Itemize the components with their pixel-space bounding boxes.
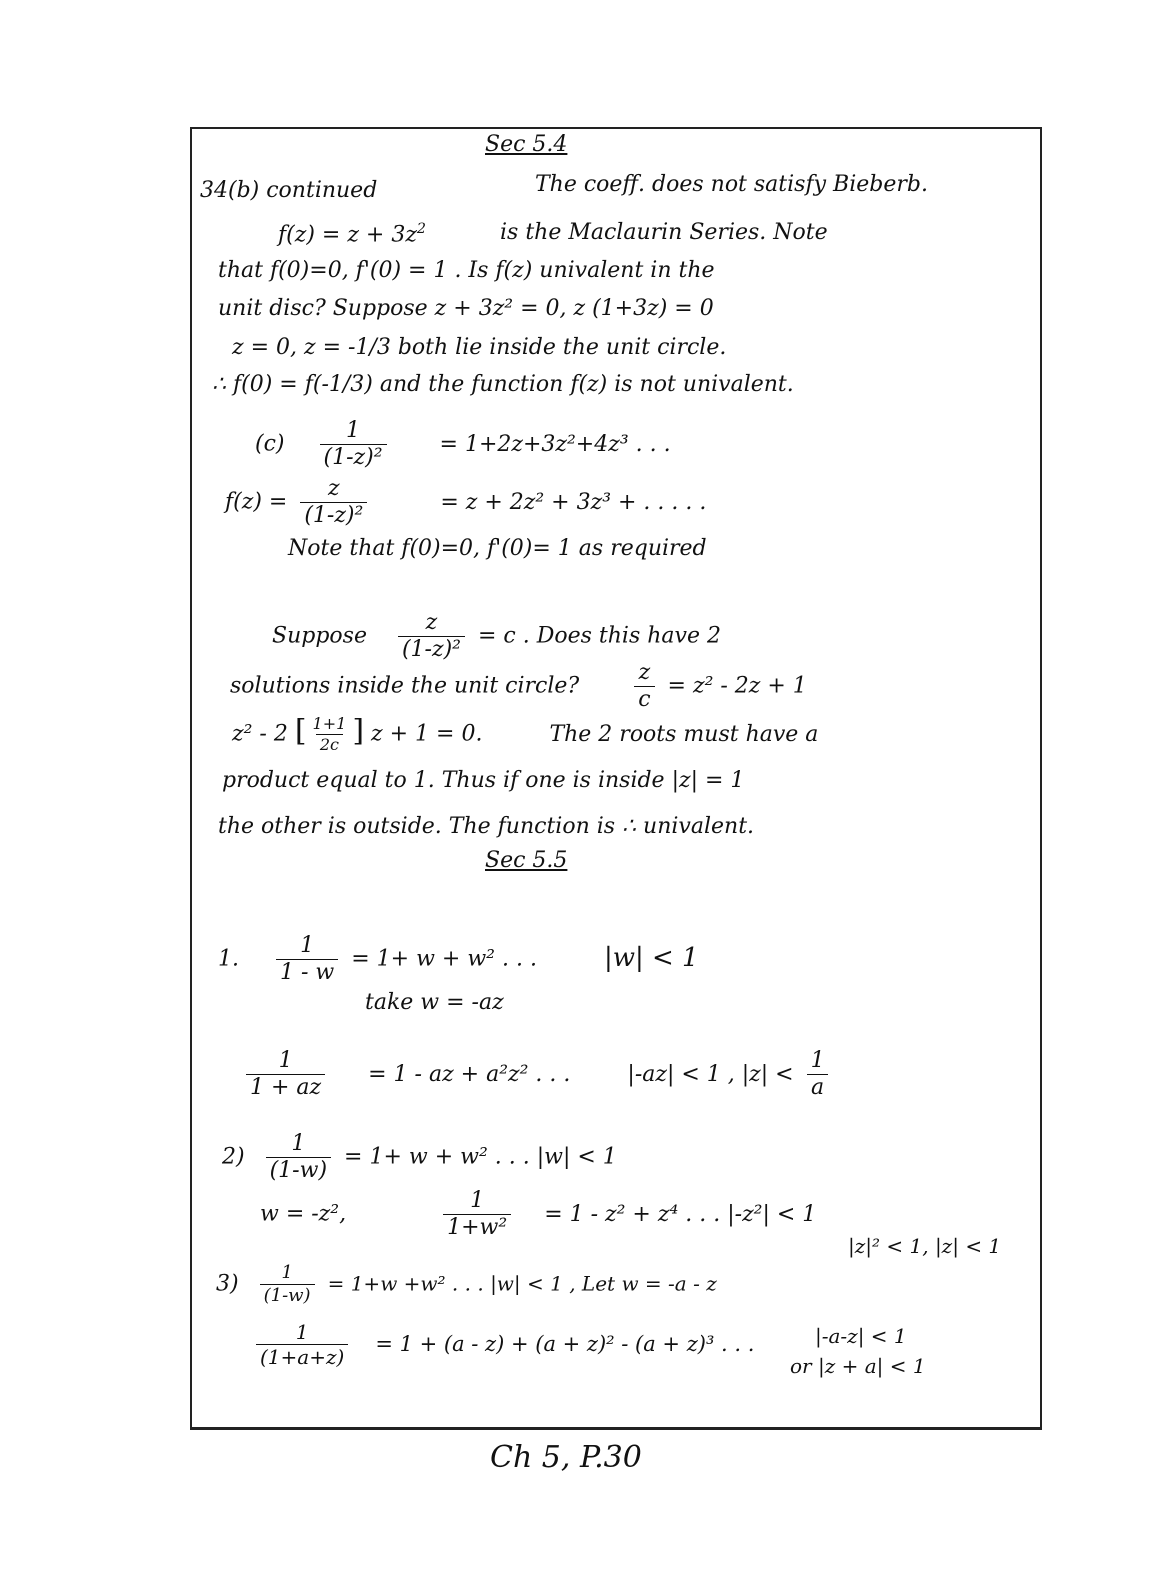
p34-line-2-right: is the Maclaurin Series. Note bbox=[500, 220, 828, 245]
p34-line-3: that f(0)=0, f'(0) = 1 . Is f(z) univalent in the bbox=[218, 258, 715, 283]
ex1b-num: 1 bbox=[278, 1048, 293, 1073]
p34c-suppose-num: z bbox=[425, 610, 438, 635]
p34c-label: (c) bbox=[255, 431, 285, 457]
p34c-solutions-text: solutions inside the unit circle? bbox=[230, 673, 580, 699]
ex1b-rhs: = 1 - az + a²z² . . . bbox=[368, 1061, 571, 1087]
p34c-series bbox=[255, 420, 671, 469]
p34c-suppose-fraction bbox=[398, 612, 465, 661]
ex1b-cond-den: a bbox=[807, 1074, 828, 1099]
ex2b-fraction bbox=[443, 1190, 511, 1239]
p34c-quadratic-line bbox=[232, 713, 819, 754]
ex2b-series bbox=[260, 1190, 816, 1239]
ex2-series bbox=[222, 1133, 617, 1182]
ex3-series bbox=[216, 1264, 717, 1305]
p34c-fraction-num: 1 bbox=[346, 418, 360, 443]
ex3-num: 1 bbox=[281, 1262, 293, 1283]
ex2-rhs: = 1+ w + w² . . . |w| < 1 bbox=[344, 1144, 617, 1170]
ex2-num: 1 bbox=[291, 1131, 306, 1156]
p34c-note: Note that f(0)=0, f'(0)= 1 as required bbox=[288, 536, 707, 561]
p34-line-1-right: The coeff. does not satisfy Bieberb. bbox=[535, 172, 928, 197]
ex3b-series bbox=[250, 1322, 754, 1367]
p34c-suppose-rhs: = c . Does this have 2 bbox=[477, 623, 721, 649]
ex3b-num: 1 bbox=[295, 1320, 309, 1344]
p34c-suppose-den: (1-z)² bbox=[398, 636, 465, 661]
p34c-fraction-den: (1-z)² bbox=[320, 444, 387, 469]
ex2b-lhs: w = -z², bbox=[260, 1201, 347, 1227]
p34-line-5: z = 0, z = -1/3 both lie inside the unit circle. bbox=[232, 335, 727, 360]
ex1-den: 1 - w bbox=[276, 959, 338, 984]
page-footer: Ch 5, P.30 bbox=[490, 1440, 642, 1475]
ex3b-rhs: = 1 + (a - z) + (a + z)² - (a + z)³ . . . bbox=[375, 1331, 755, 1356]
p34c-bracket-left: [ bbox=[294, 713, 307, 749]
ex2b-cond: |z|² < 1, |z| < 1 bbox=[848, 1234, 1002, 1258]
ex2-label: 2) bbox=[222, 1144, 245, 1170]
p34c-f-rhs: = z + 2z² + 3z³ + . . . . . bbox=[440, 489, 707, 515]
p34c-f-fraction-num: z bbox=[328, 476, 340, 501]
ex1b-cond-fraction bbox=[807, 1050, 829, 1099]
p34c-f-lhs: f(z) = bbox=[225, 489, 288, 515]
ex1-take: take w = -az bbox=[365, 990, 504, 1015]
p34c-quadratic-lhs: z² - 2 bbox=[232, 721, 288, 747]
section-heading-5-5: Sec 5.5 bbox=[485, 848, 568, 873]
section-heading-5-4: Sec 5.4 bbox=[485, 132, 568, 157]
p34c-roots-text: The 2 roots must have a bbox=[549, 721, 819, 747]
p34c-solutions-line bbox=[230, 662, 807, 711]
p34c-f-fraction-den: (1-z)² bbox=[300, 502, 367, 527]
ex1-fraction bbox=[276, 935, 338, 984]
p34c-f-fraction bbox=[300, 478, 367, 527]
ex1b-cond-num: 1 bbox=[810, 1048, 825, 1073]
p34-line-6: ∴ f(0) = f(-1/3) and the function f(z) is not univalent. bbox=[212, 372, 794, 397]
p34c-bracket-right: ] bbox=[352, 713, 365, 749]
ex1-rhs: = 1+ w + w² . . . bbox=[351, 946, 537, 972]
ex3b-fraction bbox=[256, 1322, 348, 1367]
p34c-suppose-line bbox=[272, 612, 721, 661]
ex1-label: 1. bbox=[218, 946, 239, 972]
p34c-fraction bbox=[320, 420, 387, 469]
p34c-series-rhs: = 1+2z+3z²+4z³ . . . bbox=[439, 431, 671, 457]
ex2b-rhs: = 1 - z² + z⁴ . . . |-z²| < 1 bbox=[544, 1201, 817, 1227]
p34c-solutions-rhs: = z² - 2z + 1 bbox=[667, 673, 807, 699]
ex1b-cond: |-az| < 1 , |z| < bbox=[627, 1061, 794, 1087]
p34c-product-line: product equal to 1. Thus if one is inside |z| = 1 bbox=[222, 768, 745, 793]
ex1b-fraction bbox=[246, 1050, 325, 1099]
ex3-fraction bbox=[260, 1264, 315, 1305]
p34c-solutions-den: c bbox=[634, 686, 654, 711]
p34c-quadratic-num: 1+1 bbox=[312, 714, 347, 733]
p34c-quadratic-fraction bbox=[309, 716, 351, 753]
ex3b-cond-1: |-a-z| < 1 bbox=[815, 1324, 907, 1348]
ex3b-cond-2: or |z + a| < 1 bbox=[790, 1354, 926, 1378]
ex1-cond: |w| < 1 bbox=[603, 942, 699, 973]
p34c-quadratic-rhs: z + 1 = 0. bbox=[371, 721, 483, 747]
ex1-series bbox=[218, 935, 699, 984]
p34c-quadratic-den: 2c bbox=[316, 734, 343, 753]
p34c-suppose-word: Suppose bbox=[272, 623, 367, 649]
p34c-solutions-fraction bbox=[634, 662, 654, 711]
ex3-den: (1-w) bbox=[260, 1284, 315, 1305]
ex3-label: 3) bbox=[216, 1271, 239, 1297]
ex2-den: (1-w) bbox=[266, 1157, 331, 1182]
p34-line-2-exponent: 2 bbox=[416, 221, 427, 237]
p34-line-1-left: 34(b) continued bbox=[200, 178, 378, 203]
p34-line-4: unit disc? Suppose z + 3z² = 0, z (1+3z) = 0 bbox=[218, 296, 714, 321]
ex2b-num: 1 bbox=[470, 1188, 485, 1213]
p34c-solutions-num: z bbox=[638, 660, 651, 685]
p34c-f-expansion bbox=[225, 478, 706, 527]
p34-line-2-left bbox=[278, 222, 426, 247]
ex3b-den: (1+a+z) bbox=[256, 1344, 348, 1367]
ex2b-den: 1+w² bbox=[443, 1214, 511, 1239]
ex1b-series bbox=[240, 1050, 835, 1099]
ex3-rhs: = 1+w +w² . . . |w| < 1 , Let w = -a - z bbox=[327, 1271, 717, 1296]
p34-line-2-expr: f(z) = z + 3z bbox=[278, 222, 417, 248]
ex1-num: 1 bbox=[300, 933, 315, 958]
ex1b-den: 1 + az bbox=[246, 1074, 325, 1099]
ex2-fraction bbox=[266, 1133, 331, 1182]
p34c-conclusion-line: the other is outside. The function is ∴ univalent. bbox=[218, 814, 755, 839]
